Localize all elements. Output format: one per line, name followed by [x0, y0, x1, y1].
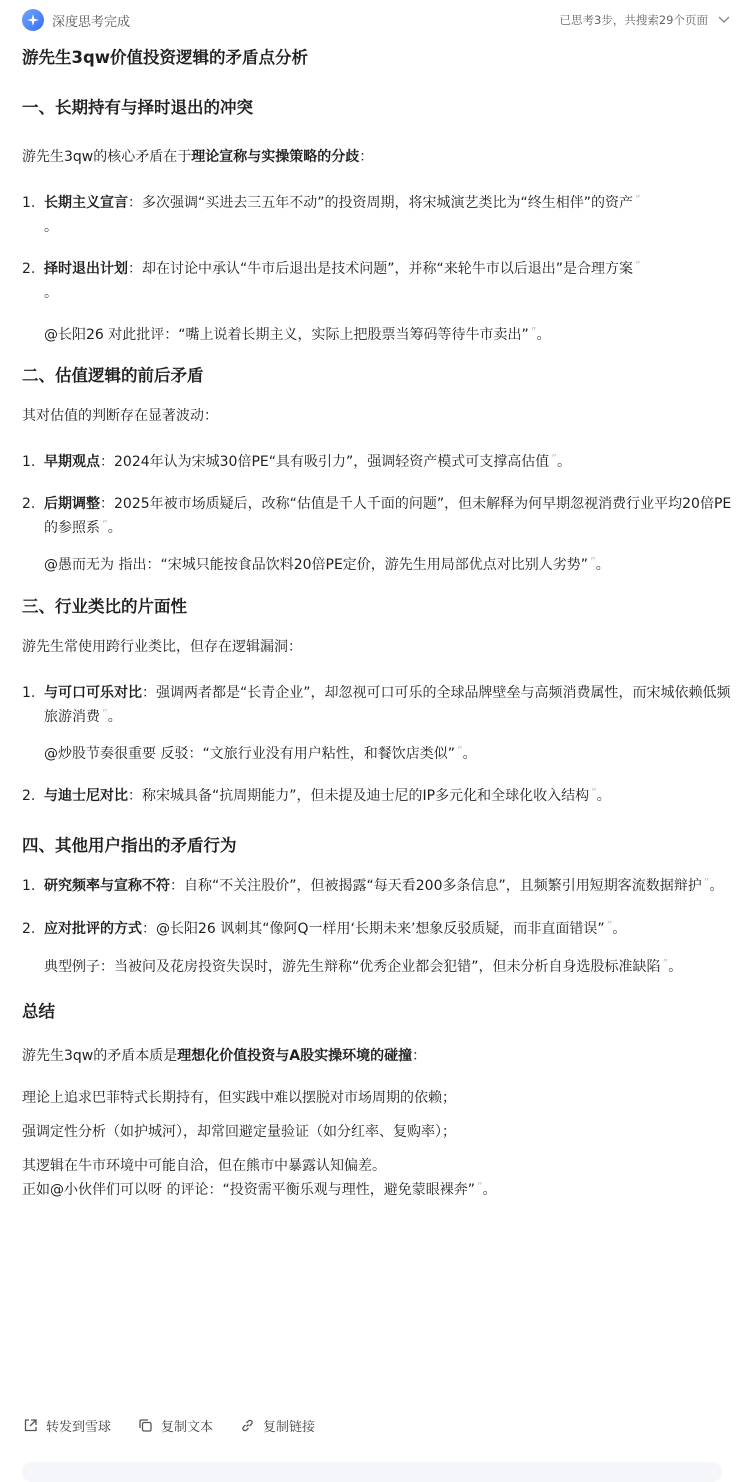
section-2-list: [22, 450, 732, 577]
summary-intro: 游先生3qw的矛盾本质是理想化价值投资与A股实操环境的碰撞：: [22, 1048, 427, 1064]
example-note: 典型例子：当被问及花房投资失误时，游先生辩称“优秀企业都会犯错”，但未分析自身选股标准缺陷 ”。: [44, 957, 683, 975]
citation-icon[interactable]: ”: [703, 876, 710, 889]
section-3-list: [22, 681, 732, 808]
section-1-list: [22, 191, 732, 347]
section-1-heading: 一、长期持有与择时退出的冲突: [22, 98, 253, 117]
copy-link-button[interactable]: 复制链接: [239, 1416, 315, 1435]
share-to-xueqiu-button[interactable]: 转发到雪球: [22, 1416, 111, 1435]
citation-icon[interactable]: ”: [456, 744, 463, 757]
list-item: 2. 应对批评的方式：@长阳26 讽刺其“像阿Q一样用‘长期未来’想象反驳质疑，而非直面错误” ”。: [22, 919, 627, 937]
thinking-header[interactable]: [0, 0, 744, 40]
user-quote: @愚而无为 指出：“宋城只能按食品饮料20倍PE定价，游先生用局部优点对比别人劣势” ”。: [44, 555, 610, 573]
share-icon: [22, 1418, 38, 1434]
list-item: 2. 择时退出计划：却在讨论中承认“牛市后退出是技术问题”，并称“来轮牛市以后退出”是合理方案 ” 。: [22, 259, 641, 301]
action-bar: [22, 1416, 315, 1435]
citation-icon[interactable]: ”: [635, 259, 641, 272]
list-item: 1. 早期观点：2024年认为宋城30倍PE“具有吸引力”，强调轻资产模式可支撑高估值 ”。: [22, 452, 571, 470]
summary-point-3: 其逻辑在牛市环境中可能自洽，但在熊市中暴露认知偏差。: [22, 1158, 386, 1174]
search-summary[interactable]: [560, 12, 730, 28]
article-title: 游先生3qw价值投资逻辑的矛盾点分析: [22, 48, 309, 67]
section-1-intro: 游先生3qw的核心矛盾在于理论宣称与实操策略的分歧：: [22, 149, 374, 165]
chevron-down-icon[interactable]: [718, 14, 730, 27]
citation-icon[interactable]: ”: [590, 555, 596, 568]
citation-icon[interactable]: ”: [476, 1180, 483, 1193]
thinking-status: [22, 9, 130, 31]
list-item: 1. 长期主义宣言：多次强调“买进去三五年不动”的投资周期，将宋城演艺类比为“终生相伴”的资产 ” 。: [22, 193, 641, 235]
list-item: 2. 与迪士尼对比：称宋城具备“抗周期能力”，但未提及迪士尼的IP多元化和全球化收入结构 ”。: [22, 786, 611, 804]
thinking-status-label: 深度思考完成: [52, 14, 131, 30]
summary-point-2: 强调定性分析（如护城河），却常回避定量验证（如分红率、复购率）；: [22, 1124, 456, 1140]
list-item: 1. 研究频率与宣称不符：自称“不关注股价”，但被揭露“每天看200多条信息”，且频繁引用短期客流数据辩护 ”。: [22, 876, 724, 894]
citation-icon[interactable]: ”: [635, 193, 641, 206]
citation-icon[interactable]: ”: [662, 957, 669, 970]
copy-text-button[interactable]: 复制文本: [137, 1416, 213, 1435]
citation-icon[interactable]: ”: [606, 919, 613, 932]
citation-icon[interactable]: ”: [551, 452, 557, 465]
citation-icon[interactable]: ”: [102, 518, 108, 531]
search-summary-label: 已思考3步，共搜索29个页面: [559, 13, 708, 27]
input-area-edge: [22, 1462, 722, 1482]
section-2-intro: 其对估值的判断存在显著波动：: [22, 408, 218, 424]
summary-heading: 总结: [22, 1002, 55, 1021]
citation-icon[interactable]: ”: [102, 707, 108, 720]
answer-content: [22, 46, 732, 1202]
sparkle-icon: [22, 9, 44, 31]
section-3-heading: 三、行业类比的片面性: [22, 597, 187, 616]
copy-icon: [137, 1418, 153, 1434]
section-4-list: [22, 874, 732, 979]
link-icon: [239, 1418, 255, 1434]
summary-point-4: 正如@小伙伴们可以呀 的评论：“投资需平衡乐观与理性，避免蒙眼裸奔” ”。: [22, 1180, 497, 1198]
user-quote: @长阳26 对此批评：“嘴上说着长期主义，实际上把股票当筹码等待牛市卖出” ”。: [44, 325, 551, 343]
summary-point-1: 理论上追求巴菲特式长期持有，但实践中难以摆脱对市场周期的依赖；: [22, 1090, 456, 1106]
citation-icon[interactable]: ”: [591, 786, 597, 799]
list-item: 1. 与可口可乐对比：强调两者都是“长青企业”，却忽视可口可乐的全球品牌壁垒与高频消费属性，而宋城依赖低频旅游消费 ”。: [22, 685, 731, 725]
section-4-heading: 四、其他用户指出的矛盾行为: [22, 836, 237, 855]
section-3-intro: 游先生常使用跨行业类比，但存在逻辑漏洞：: [22, 639, 302, 655]
user-quote: @炒股节奏很重要 反驳：“文旅行业没有用户粘性，和餐饮店类似” ”。: [44, 744, 477, 762]
citation-icon[interactable]: ”: [530, 325, 537, 338]
list-item: 2. 后期调整：2025年被市场质疑后，改称“估值是千人千面的问题”，但未解释为何早期忽视消费行业平均20倍PE的参照系 ”。: [22, 496, 732, 536]
section-2-heading: 二、估值逻辑的前后矛盾: [22, 366, 204, 385]
